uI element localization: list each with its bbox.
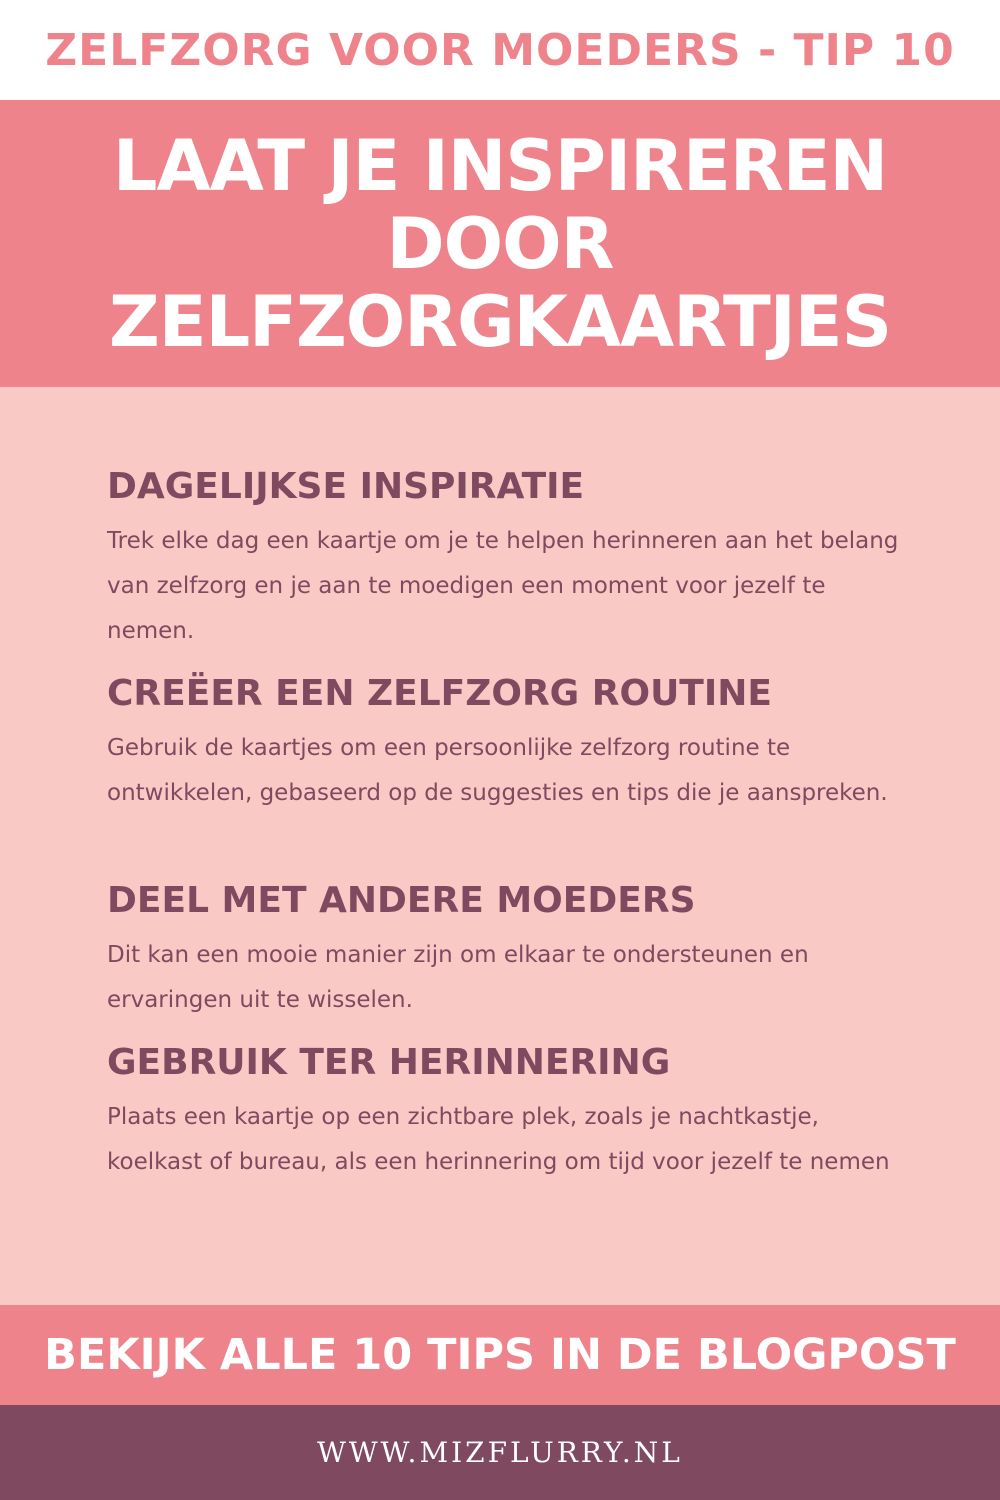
title-band — [0, 100, 1000, 387]
tips-content — [0, 387, 1000, 1305]
section-heading: DAGELIJKSE INSPIRATIE — [107, 466, 585, 507]
title-line-1: LAAT JE INSPIREREN — [112, 124, 888, 207]
cta-band[interactable] — [0, 1305, 1000, 1405]
tip-kicker: ZELFZORG VOOR MOEDERS - TIP 10 — [45, 24, 955, 76]
section-ter-herinnering — [107, 1041, 917, 1185]
section-dagelijkse-inspiratie — [107, 465, 917, 654]
section-zelfzorg-routine — [107, 672, 917, 816]
kicker-band — [0, 0, 1000, 100]
title-line-2: DOOR — [386, 202, 614, 285]
footer-band — [0, 1405, 1000, 1500]
blogpost-cta[interactable]: BEKIJK ALLE 10 TIPS IN DE BLOGPOST — [44, 1330, 956, 1380]
section-body: Plaats een kaartje op een zichtbare plek, zoals je nachtkastje, koelkast of bureau, als een herinnering om tijd voor jezelf te nemen — [107, 1104, 890, 1175]
section-body: Gebruik de kaartjes om een persoonlijke zelfzorg routine te ontwikkelen, gebaseerd op de suggesties en tips die je aanspreken. — [107, 735, 888, 806]
section-body: Dit kan een mooie manier zijn om elkaar te ondersteunen en ervaringen uit te wisselen. — [107, 942, 809, 1013]
section-heading: CREËER EEN ZELFZORG ROUTINE — [107, 673, 772, 714]
website-url[interactable]: WWW.MIZFLURRY.NL — [317, 1436, 683, 1469]
section-heading: DEEL MET ANDERE MOEDERS — [107, 880, 696, 921]
section-heading: GEBRUIK TER HERINNERING — [107, 1042, 671, 1083]
section-deel-met-moeders — [107, 879, 917, 1023]
title-line-3: ZELFZORGKAARTJES — [109, 280, 891, 363]
section-body: Trek elke dag een kaartje om je te helpen herinneren aan het belang van zelfzorg en je aan te moedigen een moment voor jezelf te nemen. — [107, 528, 899, 644]
